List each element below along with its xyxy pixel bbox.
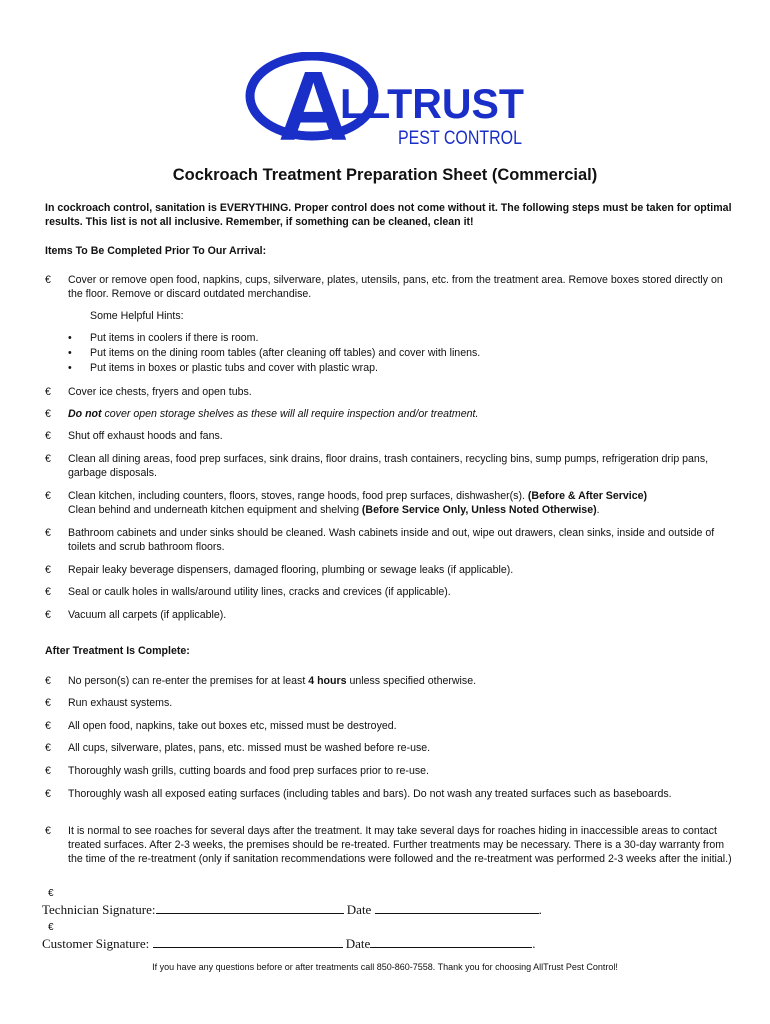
footer-note: If you have any questions before or after treatments call 850-860-7558. Thank you for choosing AllTrust Pest Control! [152, 962, 618, 972]
list-item-text: Repair leaky beverage dispensers, damaged flooring, plumbing or sewage leaks (if applicable). [68, 564, 514, 576]
customer-signature-row [42, 922, 536, 952]
euro-bullet-icon: € [45, 697, 51, 709]
list-item-text: Cover or remove open food, napkins, cups, silverware, plates, utensils, pans, etc. from the treatment area. Remove boxes stored directly on the floor. Remove or discard outdated merchandise. [68, 274, 723, 300]
list-item [45, 608, 735, 622]
date-label: Date [342, 936, 371, 951]
list-item [45, 407, 735, 421]
bullet-dot-icon: • [68, 332, 72, 344]
kitchen-text-e: . [596, 504, 600, 516]
list-item [45, 452, 735, 480]
euro-bullet-icon: € [45, 788, 51, 800]
kitchen-text-c: Clean behind and underneath kitchen equipment and shelving [68, 504, 362, 516]
list-item [45, 585, 735, 599]
reentry-text-a: No person(s) can re-enter the premises for at least [68, 675, 309, 687]
list-item [45, 674, 735, 688]
euro-bullet-icon: € [45, 527, 51, 539]
list-item-text: Seal or caulk holes in walls/around utility lines, cracks and crevices (if applicable). [68, 586, 451, 598]
alltrust-logo [240, 52, 540, 152]
euro-bullet-icon: € [45, 742, 51, 754]
list-item [45, 385, 735, 399]
euro-bullet-icon: € [45, 564, 51, 576]
reentry-text-c: unless specified otherwise. [346, 675, 477, 687]
euro-bullet-icon: € [45, 765, 51, 777]
logo-sub-text: PEST CONTROL [398, 128, 522, 149]
list-item [45, 429, 735, 443]
logo-brand-text: LLTRUST [340, 80, 525, 127]
euro-bullet-icon: € [45, 430, 51, 442]
list-item-text: Thoroughly wash grills, cutting boards and food prep surfaces prior to re-use. [68, 765, 429, 777]
technician-signature-label: Technician Signature: [42, 902, 156, 917]
end-mark: . [538, 902, 542, 917]
list-item [45, 563, 735, 577]
do-not-rest: cover open storage shelves as these will all require inspection and/or treatment. [101, 408, 479, 420]
section-heading-after: After Treatment Is Complete: [45, 645, 190, 657]
list-item-text: Vacuum all carpets (if applicable). [68, 609, 227, 621]
euro-bullet-icon: € [45, 825, 51, 837]
euro-bullet-icon: € [45, 490, 51, 502]
bullet-dot-icon: • [68, 362, 72, 374]
list-item [45, 489, 735, 517]
hint-text: Put items in boxes or plastic tubs and cover with plastic wrap. [90, 362, 378, 374]
date-label: Date [343, 902, 375, 917]
technician-signature-line[interactable] [156, 900, 344, 914]
list-item-text: Shut off exhaust hoods and fans. [68, 430, 223, 442]
kitchen-text-b: (Before & After Service) [527, 490, 648, 502]
euro-bullet-icon: € [45, 274, 51, 286]
list-item [45, 741, 735, 755]
list-item-text: Clean all dining areas, food prep surfaces, sink drains, floor drains, trash containers, recycling bins, sump pumps, refrigeration drip pans, garbage disposals. [68, 453, 709, 479]
list-item-text: Run exhaust systems. [68, 697, 173, 709]
hints-label: Some Helpful Hints: [90, 310, 184, 322]
reentry-hours: 4 hours [308, 675, 347, 687]
list-item [45, 764, 735, 778]
euro-bullet-icon: € [45, 720, 51, 732]
section-heading-before: Items To Be Completed Prior To Our Arrival: [45, 245, 267, 257]
list-item-text [68, 489, 735, 517]
hint-item [68, 346, 480, 360]
euro-bullet-icon: € [45, 453, 51, 465]
euro-bullet-icon: € [45, 675, 51, 687]
list-item-text: Bathroom cabinets and under sinks should be cleaned. Wash cabinets inside and out, wipe out drawers, clean sinks, inside and outside of toilets and scrub bathroom floors. [68, 527, 715, 553]
customer-date-line[interactable] [370, 934, 532, 948]
list-item [45, 273, 735, 301]
bullet-dot-icon: • [68, 347, 72, 359]
euro-bullet-icon: € [48, 888, 54, 899]
kitchen-text-a: Clean kitchen, including counters, floors, stoves, range hoods, food prep surfaces, dishwasher(s). [68, 490, 528, 502]
list-item-text [68, 674, 735, 688]
do-not-bold: Do not [68, 408, 102, 420]
list-item [45, 696, 735, 710]
page-title: Cockroach Treatment Preparation Sheet (Commercial) [172, 166, 598, 184]
hint-text: Put items in coolers if there is room. [90, 332, 259, 344]
hint-text: Put items on the dining room tables (after cleaning off tables) and cover with linens. [90, 347, 481, 359]
hint-item [68, 361, 378, 375]
euro-bullet-icon: € [45, 408, 51, 420]
list-item-text: All open food, napkins, take out boxes etc, missed must be destroyed. [68, 720, 397, 732]
list-item [45, 824, 735, 866]
list-item-text [68, 407, 735, 421]
customer-signature-label: Customer Signature: [42, 936, 153, 951]
end-mark: . [532, 936, 536, 951]
technician-date-line[interactable] [375, 900, 539, 914]
list-item-text: Cover ice chests, fryers and open tubs. [68, 386, 252, 398]
euro-bullet-icon: € [45, 386, 51, 398]
kitchen-text-d: (Before Service Only, Unless Noted Otherwise) [361, 504, 597, 516]
list-item-text: Thoroughly wash all exposed eating surfaces (including tables and bars). Do not wash any treated surfaces such as baseboards. [68, 788, 672, 800]
list-item-text: All cups, silverware, plates, pans, etc. missed must be washed before re-use. [68, 742, 431, 754]
list-item [45, 787, 735, 801]
list-item [45, 719, 735, 733]
hint-item [68, 331, 258, 345]
logo-initial: A [278, 52, 349, 152]
customer-signature-line[interactable] [153, 934, 343, 948]
intro-paragraph: In cockroach control, sanitation is EVERYTHING. Proper control does not come without it. The following steps must be taken for optimal results. This list is not all inclusive. Remember, if something can be cleaned, clean it! [45, 202, 732, 228]
technician-signature-row [42, 888, 542, 918]
list-item-text: It is normal to see roaches for several days after the treatment. It may take several days for roaches hiding in inaccessible areas to contact treated surfaces. After 2-3 weeks, the premises should be re-treated. Further treatments may be necessary. There is a 30-day warranty from the time of the re-treatment (only if sanitation recommendations were followed and the re-treatment was performed 2-3 weeks after the initial.) [68, 825, 732, 865]
euro-bullet-icon: € [48, 922, 54, 933]
list-item [45, 526, 735, 554]
euro-bullet-icon: € [45, 586, 51, 598]
euro-bullet-icon: € [45, 609, 51, 621]
